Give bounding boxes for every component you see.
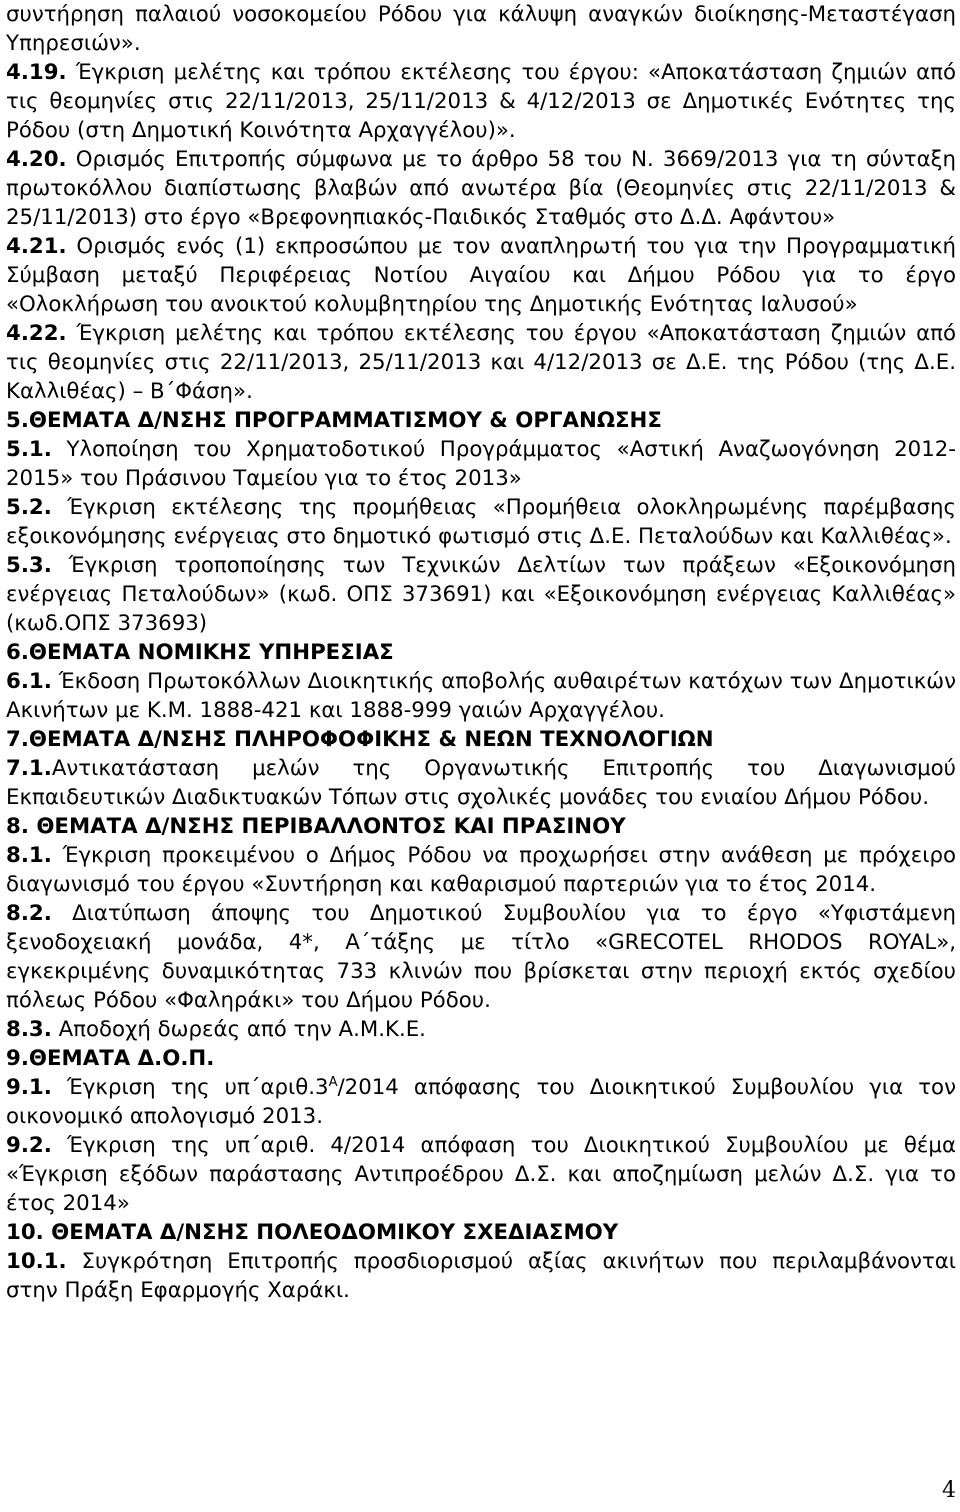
item-text: /2014 απόφασης του Διοικητικού Συμβουλίου για τον οικονομικό απολογισμό 2013. — [6, 1075, 956, 1129]
item-number: 4.21. — [6, 234, 67, 259]
agenda-item-5-2 — [6, 493, 956, 551]
item-number: 10.1. — [6, 1249, 67, 1274]
agenda-item-9-1 — [6, 1073, 956, 1131]
agenda-item-10-1 — [6, 1247, 956, 1305]
agenda-item-4-20 — [6, 145, 956, 232]
item-text: Έγκριση μελέτης και τρόπου εκτέλεσης του έργου: «Αποκατάσταση ζημιών από τις θεομηνίες στις 22/11/2013, 25/11/2013 & 4/12/2013 σε Δημοτικές Ενότητες της Ρόδου (στη Δημοτική Κοινότητα Αρχαγγέλου)». — [6, 60, 956, 143]
agenda-item-8-1 — [6, 841, 956, 899]
section-heading-5: 5.ΘΕΜΑΤΑ Δ/ΝΣΗΣ ΠΡΟΓΡΑΜΜΑΤΙΣΜΟΥ & ΟΡΓΑΝΩΣΗΣ — [6, 408, 662, 433]
agenda-item-4-19 — [6, 58, 956, 145]
agenda-item-8-3 — [6, 1015, 956, 1044]
agenda-item-6-1 — [6, 667, 956, 725]
item-number: 9.1. — [6, 1075, 52, 1100]
item-text: Έκδοση Πρωτοκόλλων Διοικητικής αποβολής αυθαιρέτων κατόχων των Δημοτικών Ακινήτων με Κ.Μ. 1888-421 και 1888-999 γαιών Αρχαγγέλου. — [6, 669, 956, 723]
item-text: Αποδοχή δωρεάς από την Α.Μ.Κ.Ε. — [51, 1017, 426, 1042]
item-number: 7.1. — [6, 756, 52, 781]
item-number: 4.19. — [6, 60, 67, 85]
item-text: Έγκριση εκτέλεσης της προμήθειας «Προμήθεια ολοκληρωμένης παρέμβασης εξοικονόμησης ενέργειας στο δημοτικό φωτισμό στις Δ.Ε. Πεταλούδων και Καλλιθέας». — [6, 495, 956, 549]
item-number: 8.1. — [6, 843, 52, 868]
superscript-letter: Α — [328, 1074, 338, 1090]
item-number: 9.2. — [6, 1133, 52, 1158]
agenda-item-8-2 — [6, 899, 956, 1015]
item-text: Έγκριση μελέτης και τρόπου εκτέλεσης του έργου «Αποκατάσταση ζημιών από τις θεομηνίες στις 22/11/2013, 25/11/2013 και 4/12/2013 σε Δ.Ε. της Ρόδου (της Δ.Ε. Καλλιθέας) – Β΄Φάση». — [6, 321, 956, 404]
item-number: 8.2. — [6, 901, 52, 926]
section-heading-8: 8. ΘΕΜΑΤΑ Δ/ΝΣΗΣ ΠΕΡΙΒΑΛΛΟΝΤΟΣ ΚΑΙ ΠΡΑΣΙΝΟΥ — [6, 814, 626, 839]
item-text: Αντικατάσταση μελών της Οργανωτικής Επιτροπής του Διαγωνισμού Εκπαιδευτικών Διαδικτυακών Τόπων στις σχολικές μονάδες του ενιαίου Δήμου Ρόδου. — [6, 756, 956, 810]
section-heading-6: 6.ΘΕΜΑΤΑ ΝΟΜΙΚΗΣ ΥΠΗΡΕΣΙΑΣ — [6, 640, 394, 665]
item-text: Έγκριση προκειμένου ο Δήμος Ρόδου να προχωρήσει στην ανάθεση με πρόχειρο διαγωνισμό του έργου «Συντήρηση και καθαρισμού παρτεριών για το έτος 2014. — [6, 843, 956, 897]
agenda-item-4-22 — [6, 319, 956, 406]
item-number: 5.2. — [6, 495, 52, 520]
page-number: 4 — [942, 1478, 956, 1503]
section-heading-7: 7.ΘΕΜΑΤΑ Δ/ΝΣΗΣ ΠΛΗΡΟΦΟΦΙΚΗΣ & ΝΕΩΝ ΤΕΧΝΟΛΟΓΙΩΝ — [6, 727, 714, 752]
item-text: Ορισμός Επιτροπής σύμφωνα με το άρθρο 58 του Ν. 3669/2013 για τη σύνταξη πρωτοκόλλου διαπίστωσης βλαβών από ανωτέρα βία (Θεομηνίες στις 22/11/2013 & 25/11/2013) στο έργο «Βρεφονηπιακός-Παιδικός Σταθμός στο Δ.Δ. Αφάντου» — [6, 147, 956, 230]
item-number: 6.1. — [6, 669, 52, 694]
section-heading-10: 10. ΘΕΜΑΤΑ Δ/ΝΣΗΣ ΠΟΛΕΟΔΟΜΙΚΟΥ ΣΧΕΔΙΑΣΜΟΥ — [6, 1220, 619, 1245]
agenda-item-5-3 — [6, 551, 956, 638]
agenda-item-9-2 — [6, 1131, 956, 1218]
agenda-item-4-21 — [6, 232, 956, 319]
section-heading-9: 9.ΘΕΜΑΤΑ Δ.Ο.Π. — [6, 1046, 215, 1071]
item-text: Έγκριση τροποποίησης των Τεχνικών Δελτίων των πράξεων «Εξοικονόμηση ενέργειας Πεταλούδων» (κωδ. ΟΠΣ 373691) και «Εξοικονόμηση ενέργειας Καλλιθέας» (κωδ.ΟΠΣ 373693) — [6, 553, 956, 636]
item-number: 8.3. — [6, 1017, 52, 1042]
item-number: 4.22. — [6, 321, 67, 346]
item-text: Υλοποίηση του Χρηματοδοτικού Προγράμματος «Αστική Αναζωογόνηση 2012-2015» του Πράσινου Ταμείου για το έτος 2013» — [6, 437, 956, 491]
item-number: 5.3. — [6, 553, 52, 578]
agenda-item-5-1 — [6, 435, 956, 493]
item-text: Έγκριση της υπ΄αριθ. 4/2014 απόφαση του Διοικητικού Συμβουλίου με θέμα «Έγκριση εξόδων παράστασης Αντιπροέδρου Δ.Σ. και αποζημίωση μελών Δ.Σ. για το έτος 2014» — [6, 1133, 956, 1216]
item-text: Ορισμός ενός (1) εκπροσώπου με τον αναπληρωτή του για την Προγραμματική Σύμβαση μεταξύ Περιφέρειας Νοτίου Αιγαίου και Δήμου Ρόδου για το έργο «Ολοκλήρωση του ανοικτού κολυμβητηρίου της Δημοτικής Ενότητας Ιαλυσού» — [6, 234, 956, 317]
item-number: 5.1. — [6, 437, 52, 462]
agenda-item-continuation: συντήρηση παλαιού νοσοκομείου Ρόδου για κάλυψη αναγκών διοίκησης-Μεταστέγαση Υπηρεσιών». — [6, 2, 956, 56]
item-text: Διατύπωση άποψης του Δημοτικού Συμβουλίου για το έργο «Υφιστάμενη ξενοδοχειακή μονάδα, 4*, Α΄τάξης με τίτλο «GRECOTEL RHODOS ROYAL», εγκεκριμένης δυναμικότητας 733 κλινών που βρίσκεται στην περιοχή εκτός σχεδίου πόλεως Ρόδου «Φαληράκι» του Δήμου Ρόδου. — [6, 901, 956, 1013]
item-number: 4.20. — [6, 147, 67, 172]
item-text-prefix: Έγκριση της υπ΄αριθ.3 — [51, 1075, 329, 1100]
agenda-item-7-1 — [6, 754, 956, 812]
document-page — [6, 0, 956, 1305]
item-text: Συγκρότηση Επιτροπής προσδιορισμού αξίας ακινήτων που περιλαμβάνονται στην Πράξη Εφαρμογής Χαράκι. — [6, 1249, 956, 1303]
